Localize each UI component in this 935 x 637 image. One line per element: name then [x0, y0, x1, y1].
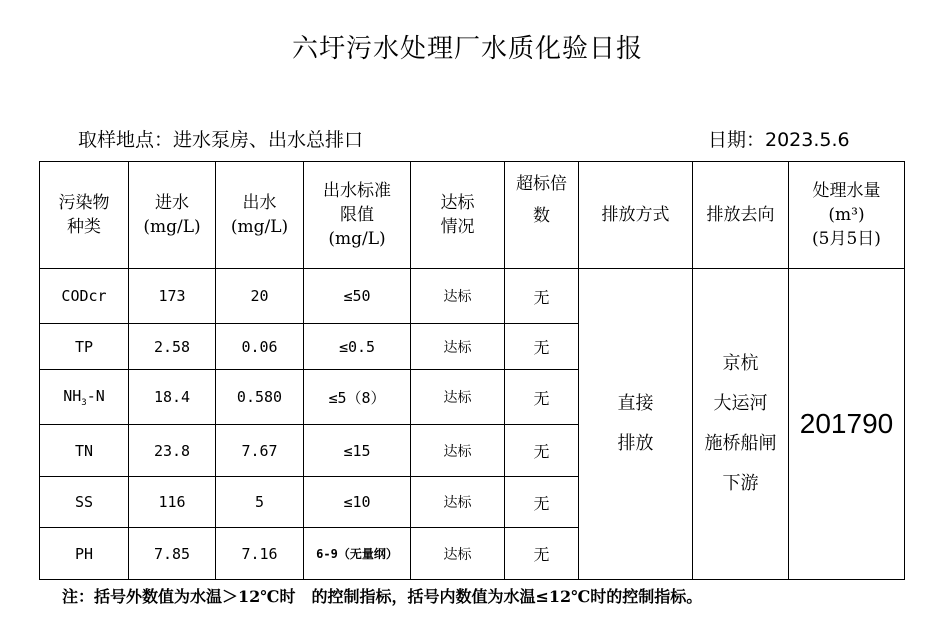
- standard-value: ≤15: [304, 425, 411, 477]
- treated-volume-value: 201790: [789, 269, 905, 580]
- exceed-value: 无: [505, 477, 579, 528]
- footnote: 注：括号外数值为水温＞12℃时 的控制指标，括号内数值为水温≤12℃时的控制指标。: [62, 587, 703, 606]
- water-quality-table: [39, 161, 905, 580]
- inflow-value: 2.58: [129, 324, 216, 370]
- outflow-value: 0.580: [216, 370, 304, 425]
- exceed-value: 无: [505, 528, 579, 580]
- discharge-dest-value: 京杭 大运河 施桥船闸 下游: [693, 269, 789, 580]
- pollutant-name: PH: [40, 528, 129, 580]
- status-value: 达标: [411, 269, 505, 324]
- report-date: 日期：2023.5.6: [708, 129, 850, 151]
- pollutant-name: $NH_3-N$: [40, 370, 129, 425]
- outflow-value: 7.16: [216, 528, 304, 580]
- header-outflow: 出水 (mg/L): [216, 162, 304, 269]
- exceed-value: 无: [505, 370, 579, 425]
- pollutant-name: TN: [40, 425, 129, 477]
- inflow-value: 7.85: [129, 528, 216, 580]
- table-row: [40, 269, 905, 324]
- header-standard: 出水标准 限值 (mg/L): [304, 162, 411, 269]
- inflow-value: 23.8: [129, 425, 216, 477]
- standard-value: ≤50: [304, 269, 411, 324]
- standard-value: ≤5（8）: [304, 370, 411, 425]
- standard-value: ≤0.5: [304, 324, 411, 370]
- status-value: 达标: [411, 425, 505, 477]
- inflow-value: 18.4: [129, 370, 216, 425]
- inflow-value: 116: [129, 477, 216, 528]
- header-discharge-dest: 排放去向: [693, 162, 789, 269]
- header-discharge-method: 排放方式: [579, 162, 693, 269]
- header-volume: 处理水量 (m³) (5月5日): [789, 162, 905, 269]
- standard-value: 6-9（无量纲）: [304, 528, 411, 580]
- standard-value: ≤10: [304, 477, 411, 528]
- status-value: 达标: [411, 370, 505, 425]
- exceed-value: 无: [505, 324, 579, 370]
- header-compliance: 达标 情况: [411, 162, 505, 269]
- header-exceed: 超标倍 数: [505, 162, 579, 269]
- header-row: [40, 162, 905, 269]
- status-value: 达标: [411, 528, 505, 580]
- inflow-value: 173: [129, 269, 216, 324]
- exceed-value: 无: [505, 425, 579, 477]
- pollutant-name: TP: [40, 324, 129, 370]
- outflow-value: 0.06: [216, 324, 304, 370]
- exceed-value: 无: [505, 269, 579, 324]
- pollutant-name: SS: [40, 477, 129, 528]
- outflow-value: 7.67: [216, 425, 304, 477]
- header-inflow: 进水 (mg/L): [129, 162, 216, 269]
- status-value: 达标: [411, 477, 505, 528]
- outflow-value: 20: [216, 269, 304, 324]
- sampling-location: 取样地点：进水泵房、出水总排口: [78, 129, 364, 151]
- report-title: 六圩污水处理厂水质化验日报: [291, 34, 643, 64]
- outflow-value: 5: [216, 477, 304, 528]
- status-value: 达标: [411, 324, 505, 370]
- pollutant-name: CODcr: [40, 269, 129, 324]
- header-pollutant: 污染物 种类: [40, 162, 129, 269]
- discharge-method-value: 直接 排放: [579, 269, 693, 580]
